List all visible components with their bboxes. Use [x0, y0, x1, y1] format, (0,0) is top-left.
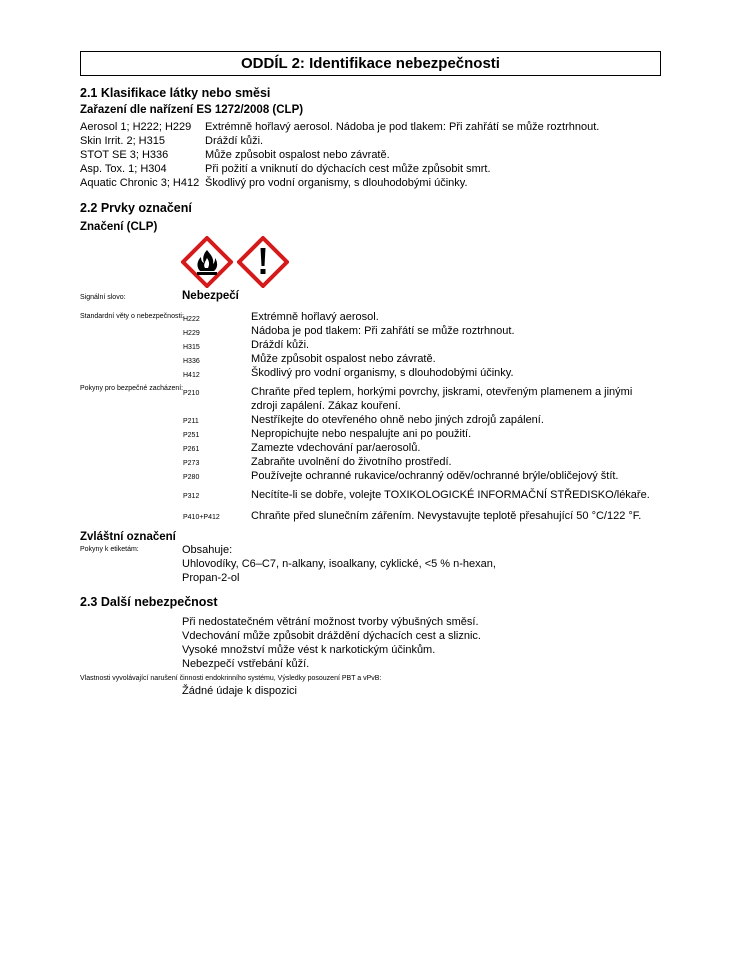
- heading-2-2: 2.2 Prvky označení: [80, 201, 192, 215]
- section-title: ODDÍL 2: Identifikace nebezpečnosti: [241, 55, 500, 72]
- label-instructions-label: Pokyny k etiketám:: [80, 546, 139, 553]
- classification-subheading: Zařazení dle nařízení ES 1272/2008 (CLP): [80, 104, 304, 116]
- p-text: Chraňte před slunečním zářením. Nevystavujte teplotě přesahující 50 °C/122 °F.: [251, 510, 642, 522]
- label-line: Propan-2-ol: [182, 572, 240, 584]
- p-code: P280: [183, 474, 200, 481]
- endocrine-pbt-value: Žádné údaje k dispozici: [182, 685, 297, 697]
- h-code: H412: [183, 372, 200, 379]
- classification-text: Při požití a vniknutí do dýchacích cest může způsobit smrt.: [205, 163, 491, 175]
- flame-icon: [181, 236, 233, 288]
- h-code: H229: [183, 330, 200, 337]
- h-text: Dráždí kůži.: [251, 339, 310, 351]
- classification-text: Extrémně hořlavý aerosol. Nádoba je pod tlakem: Při zahřátí se může roztrhnout.: [205, 121, 600, 133]
- p-text: Zamezte vdechování par/aerosolů.: [251, 442, 421, 454]
- p-text: Nestříkejte do otevřeného ohně nebo jiných zdrojů zapálení.: [251, 414, 544, 426]
- h-text: Extrémně hořlavý aerosol.: [251, 311, 379, 323]
- precautionary-statements-label: Pokyny pro bezpečné zacházení:: [80, 385, 184, 392]
- hazard-statements-label: Standardní věty o nebezpečnosti:: [80, 313, 184, 320]
- h-text: Může způsobit ospalost nebo závratě.: [251, 353, 436, 365]
- signal-word-label: Signální slovo:: [80, 294, 126, 301]
- classification-code: Aerosol 1; H222; H229: [80, 121, 192, 133]
- p-code: P312: [183, 493, 200, 500]
- p-text-continued: zdroji zapálení. Zákaz kouření.: [251, 400, 401, 412]
- classification-text: Škodlivý pro vodní organismy, s dlouhodobými účinky.: [205, 177, 468, 189]
- p-text: Nepropichujte nebo nespalujte ani po použití.: [251, 428, 472, 440]
- exclamation-icon: [237, 236, 289, 288]
- h-code: H336: [183, 358, 200, 365]
- p-text: Necítíte-li se dobře, volejte TOXIKOLOGICKÉ INFORMAČNÍ STŘEDISKO/lékaře.: [251, 489, 650, 501]
- p-code: P410+P412: [183, 514, 220, 521]
- p-text: Používejte ochranné rukavice/ochranný oděv/ochranné brýle/obličejový štít.: [251, 470, 619, 482]
- clp-labelling-subheading: Značení (CLP): [80, 221, 158, 233]
- other-hazard-line: Vysoké množství může vést k narkotickým účinkům.: [182, 644, 436, 656]
- p-code: P251: [183, 432, 200, 439]
- section-title-box: [80, 51, 661, 76]
- p-code: P273: [183, 460, 200, 467]
- special-labelling-heading: Zvláštní označení: [80, 531, 176, 543]
- h-text: Škodlivý pro vodní organismy, s dlouhodobými účinky.: [251, 367, 514, 379]
- classification-code: Skin Irrit. 2; H315: [80, 135, 165, 147]
- other-hazard-line: Při nedostatečném větrání možnost tvorby výbušných směsí.: [182, 616, 479, 628]
- p-code: P210: [183, 390, 200, 397]
- signal-word: Nebezpečí: [182, 290, 239, 302]
- endocrine-pbt-label: Vlastnosti vyvolávající narušení činnosti endokrinního systému, Výsledky posouzení PBT a vPvB:: [80, 675, 382, 682]
- classification-code: Aquatic Chronic 3; H412: [80, 177, 200, 189]
- h-text: Nádoba je pod tlakem: Při zahřátí se může roztrhnout.: [251, 325, 515, 337]
- p-text: Chraňte před teplem, horkými povrchy, jiskrami, otevřeným plamenem a jinými: [251, 386, 633, 398]
- classification-text: Může způsobit ospalost nebo závratě.: [205, 149, 390, 161]
- heading-2-1: 2.1 Klasifikace látky nebo směsi: [80, 86, 271, 100]
- label-line: Obsahuje:: [182, 544, 233, 556]
- p-code: P211: [183, 418, 199, 425]
- classification-code: STOT SE 3; H336: [80, 149, 169, 161]
- other-hazard-line: Vdechování může způsobit dráždění dýchacích cest a sliznic.: [182, 630, 481, 642]
- classification-code: Asp. Tox. 1; H304: [80, 163, 167, 175]
- classification-text: Dráždí kůži.: [205, 135, 264, 147]
- other-hazard-line: Nebezpečí vstřebání kůží.: [182, 658, 310, 670]
- heading-2-3: 2.3 Další nebezpečnost: [80, 595, 218, 609]
- h-code: H315: [183, 344, 200, 351]
- h-code: H222: [183, 316, 200, 323]
- label-line: Uhlovodíky, C6–C7, n-alkany, isoalkany, cyklické, <5 % n-hexan,: [182, 558, 496, 570]
- p-code: P261: [183, 446, 200, 453]
- p-text: Zabraňte uvolnění do životního prostředí.: [251, 456, 452, 468]
